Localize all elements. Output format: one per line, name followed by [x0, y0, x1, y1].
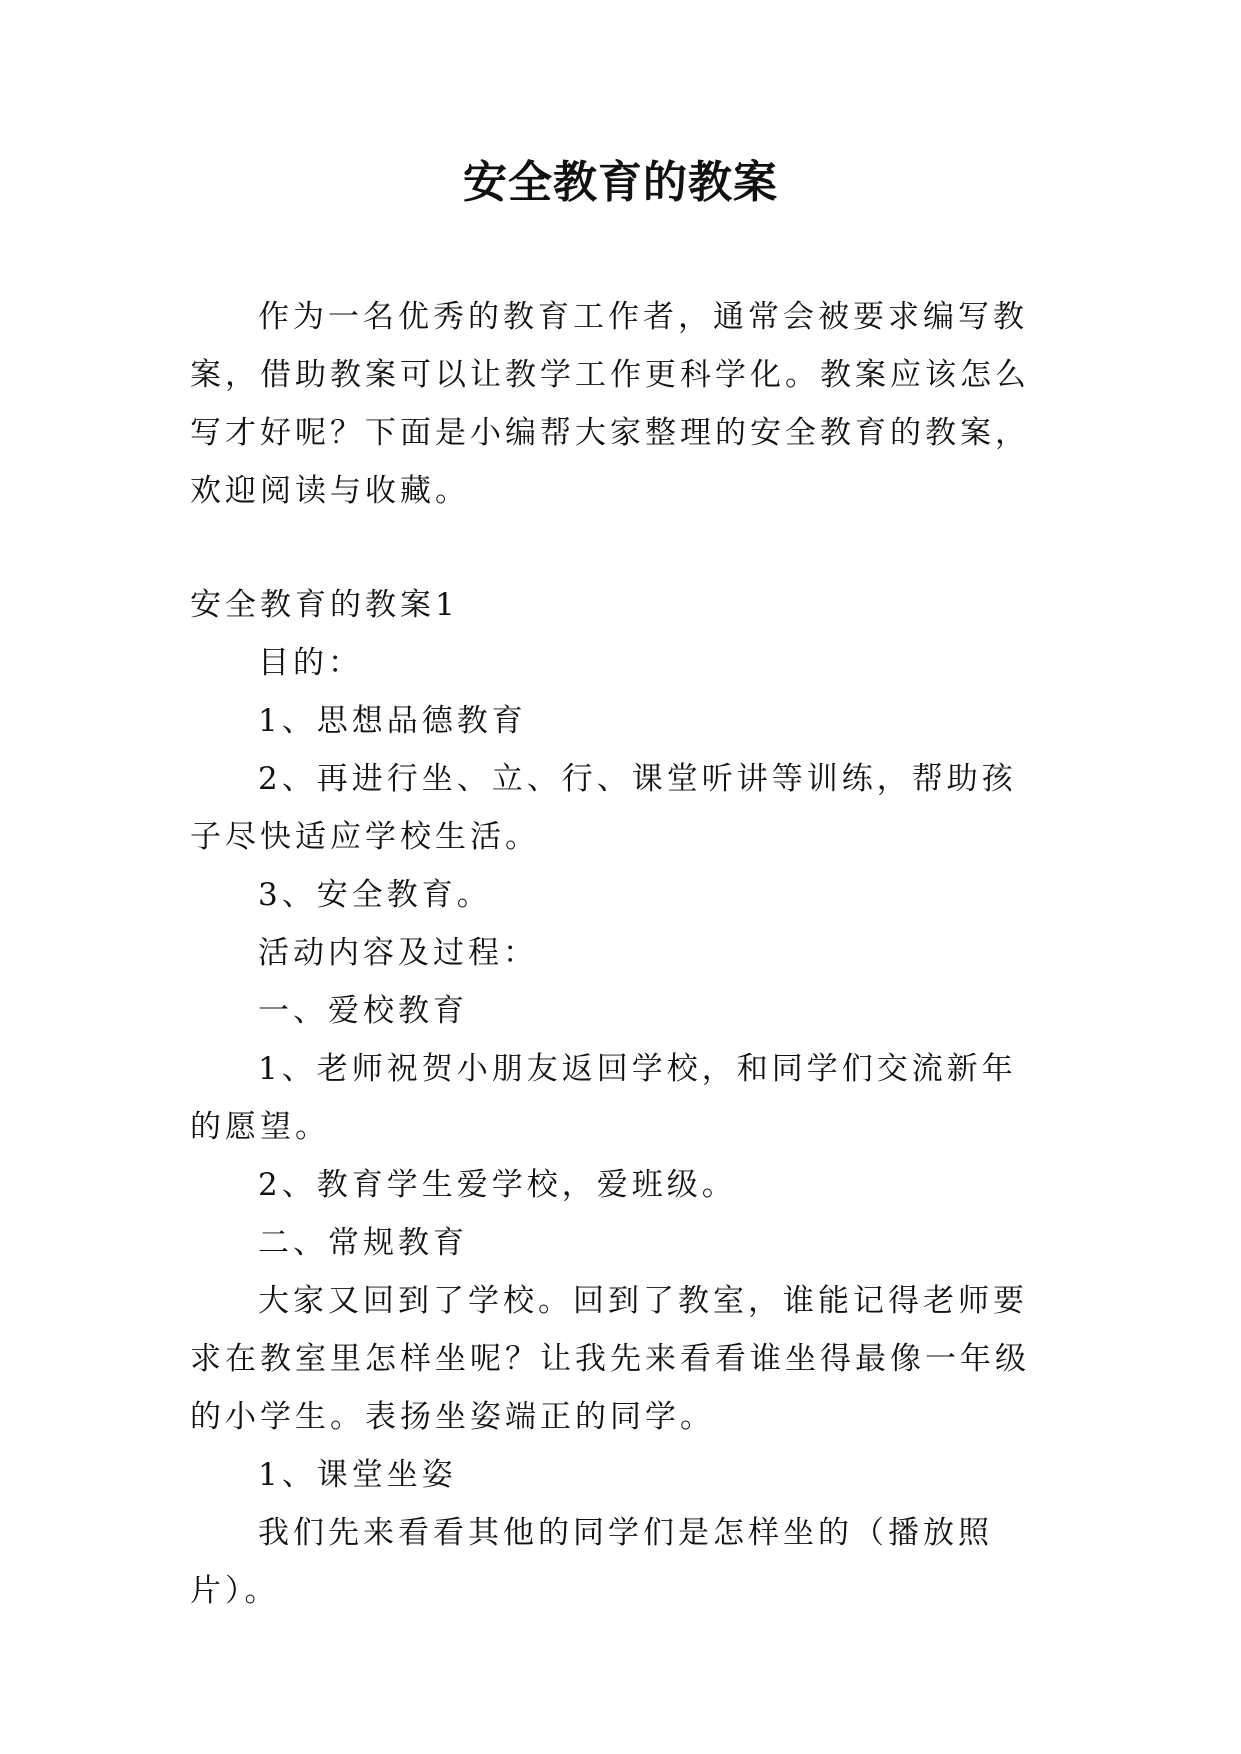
paragraph-activity-label: 活动内容及过程：	[258, 935, 538, 971]
document-title: 安全教育的教案	[463, 157, 778, 208]
document-body	[190, 288, 1050, 1620]
paragraph-purpose-label: 目的：	[258, 645, 363, 681]
paragraph-purpose-2: 2、再进行坐、立、行、课堂听讲等训练，帮助孩子尽快适应学校生活。	[190, 761, 1017, 855]
intro-paragraph: 作为一名优秀的教育工作者，通常会被要求编写教案，借助教案可以让教学工作更科学化。教案应该怎么写才好呢？下面是小编帮大家整理的安全教育的教案，欢迎阅读与收藏。	[190, 299, 1030, 509]
paragraph-section-one-item-1: 1、老师祝贺小朋友返回学校，和同学们交流新年的愿望。	[190, 1051, 1017, 1145]
paragraph-section-one: 一、爱校教育	[258, 993, 468, 1029]
paragraph-purpose-1: 1、思想品德教育	[258, 703, 527, 739]
section-heading: 安全教育的教案1	[190, 587, 459, 623]
spacer	[190, 520, 1050, 576]
paragraph-section-two-body: 大家又回到了学校。回到了教室，谁能记得老师要求在教室里怎样坐呢？让我先来看看谁坐得最像一年级的小学生。表扬坐姿端正的同学。	[190, 1283, 1030, 1435]
paragraph-classroom-posture-body: 我们先来看看其他的同学们是怎样坐的（播放照片）。	[190, 1515, 993, 1609]
paragraph-classroom-posture: 1、课堂坐姿	[258, 1457, 457, 1493]
paragraph-section-one-item-2: 2、教育学生爱学校，爱班级。	[258, 1167, 737, 1203]
paragraph-section-two: 二、常规教育	[258, 1225, 468, 1261]
paragraph-purpose-3: 3、安全教育。	[258, 877, 492, 913]
